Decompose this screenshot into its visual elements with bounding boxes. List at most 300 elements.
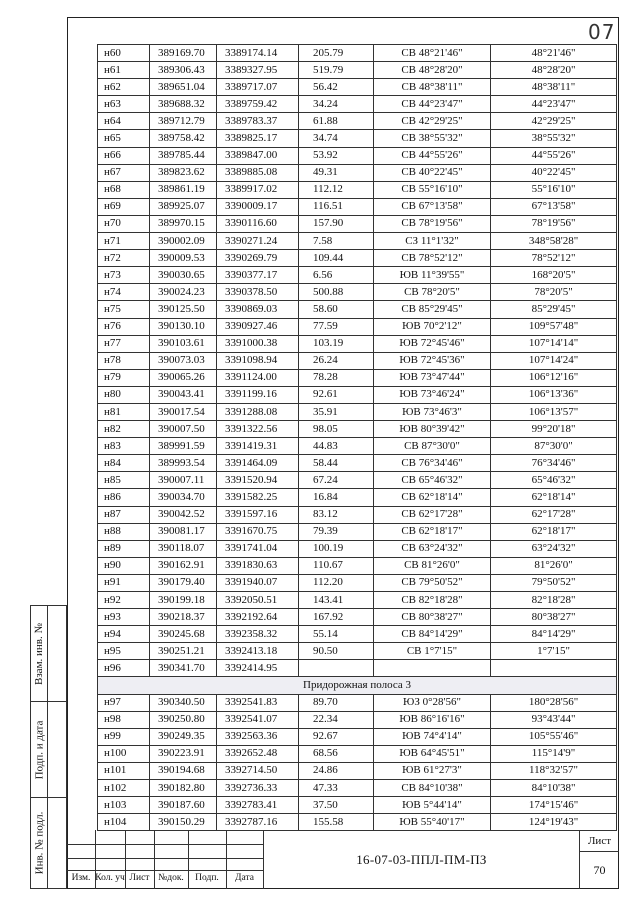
table-cell: н82 (98, 421, 150, 438)
table-cell: 389758.42 (150, 130, 217, 147)
table-cell: 3391000.38 (217, 335, 299, 352)
table-cell: 3392736.33 (217, 780, 299, 797)
table-row (98, 574, 617, 591)
table-row (98, 164, 617, 181)
sheet-number: 70 (593, 863, 606, 877)
table-cell: 3391322.56 (217, 421, 299, 438)
table-cell: 106°13'57" (491, 403, 617, 420)
table-cell: СВ 82°18'28" (374, 592, 491, 609)
table-cell: 116.51 (299, 198, 374, 215)
table-cell: н75 (98, 301, 150, 318)
table-cell: 62°18'17" (491, 523, 617, 540)
table-row (98, 523, 617, 540)
table-cell: 99°20'18" (491, 421, 617, 438)
table-cell: н66 (98, 147, 150, 164)
table-cell: 389861.19 (150, 181, 217, 198)
table-cell: н92 (98, 592, 150, 609)
title-block (67, 830, 619, 889)
corner-mark: 07 (588, 20, 616, 44)
table-cell: СВ 55°16'10" (374, 181, 491, 198)
table-cell: н60 (98, 45, 150, 62)
table-row (98, 506, 617, 523)
table-cell: 3392714.50 (217, 762, 299, 779)
table-cell: 63°24'32" (491, 540, 617, 557)
table-cell: 1°7'15" (491, 643, 617, 660)
table-cell: 390150.29 (150, 814, 217, 831)
table-cell: 3392050.51 (217, 592, 299, 609)
table-cell: 3392358.32 (217, 626, 299, 643)
table-cell: ЮЗ 0°28'56" (374, 694, 491, 711)
table-cell: 115°14'9" (491, 745, 617, 762)
table-cell: 34.24 (299, 96, 374, 113)
table-cell: н76 (98, 318, 150, 335)
table-cell: 26.24 (299, 352, 374, 369)
table-cell: СВ 85°29'45" (374, 301, 491, 318)
table-cell: ЮВ 70°2'12" (374, 318, 491, 335)
side-stamp-podp-cell (30, 701, 67, 798)
table-cell: 390223.91 (150, 745, 217, 762)
title-block-grid (67, 830, 263, 889)
coordinates-table (97, 44, 617, 831)
table-row (98, 335, 617, 352)
table-cell: 92.61 (299, 386, 374, 403)
table-cell: 390187.60 (150, 797, 217, 814)
table-cell: 3392652.48 (217, 745, 299, 762)
table-cell: 84°14'29" (491, 626, 617, 643)
document-code: 16-07-03-ППЛ-ПМ-ПЗ (263, 830, 580, 889)
table-cell: н96 (98, 660, 150, 677)
table-cell: н64 (98, 113, 150, 130)
table-cell: 78°52'12" (491, 250, 617, 267)
table-cell: 35.91 (299, 403, 374, 420)
table-cell: 389651.04 (150, 79, 217, 96)
table-cell: 48°21'46" (491, 45, 617, 62)
table-cell: 65°46'32" (491, 472, 617, 489)
table-cell: н88 (98, 523, 150, 540)
table-cell: 3392541.83 (217, 694, 299, 711)
table-cell: СВ 63°24'32" (374, 540, 491, 557)
table-cell: 3392414.95 (217, 660, 299, 677)
table-cell: 390103.61 (150, 335, 217, 352)
table-cell: 38°55'32" (491, 130, 617, 147)
table-cell: 390162.91 (150, 557, 217, 574)
table-cell: 390218.37 (150, 609, 217, 626)
table-row (98, 643, 617, 660)
table-row (98, 215, 617, 232)
table-cell: СВ 48°21'46" (374, 45, 491, 62)
table-cell: 24.86 (299, 762, 374, 779)
table-cell: 155.58 (299, 814, 374, 831)
table-cell: 389169.70 (150, 45, 217, 62)
table-cell: СВ 84°10'38" (374, 780, 491, 797)
table-cell: 3391199.16 (217, 386, 299, 403)
table-cell: 390182.80 (150, 780, 217, 797)
table-cell: 118°32'57" (491, 762, 617, 779)
table-cell: 3391520.94 (217, 472, 299, 489)
table-cell: 78.28 (299, 369, 374, 386)
table-cell: 143.41 (299, 592, 374, 609)
table-cell: 3389327.95 (217, 62, 299, 79)
table-cell: 53.92 (299, 147, 374, 164)
table-cell: 87°30'0" (491, 438, 617, 455)
table-cell: ЮВ 80°39'42" (374, 421, 491, 438)
table-cell: н74 (98, 284, 150, 301)
table-cell: н90 (98, 557, 150, 574)
table-cell: 500.88 (299, 284, 374, 301)
table-cell: 47.33 (299, 780, 374, 797)
table-cell: 81°26'0" (491, 557, 617, 574)
table-cell: ЮВ 72°45'36" (374, 352, 491, 369)
table-cell: 58.60 (299, 301, 374, 318)
table-row (98, 421, 617, 438)
table-cell: н103 (98, 797, 150, 814)
table-cell: 390007.50 (150, 421, 217, 438)
table-cell: 83.12 (299, 506, 374, 523)
table-cell: 92.67 (299, 728, 374, 745)
table-cell: н94 (98, 626, 150, 643)
table-cell: 390043.41 (150, 386, 217, 403)
table-cell: 79°50'52" (491, 574, 617, 591)
table-cell: 3389825.17 (217, 130, 299, 147)
table-cell: 390199.18 (150, 592, 217, 609)
table-row (98, 489, 617, 506)
table-cell: 390179.40 (150, 574, 217, 591)
table-cell: 67.24 (299, 472, 374, 489)
title-block-data: Дата (235, 873, 254, 883)
table-cell: 3392541.07 (217, 711, 299, 728)
table-cell: н72 (98, 250, 150, 267)
table-cell: 44°55'26" (491, 147, 617, 164)
table-cell: 110.67 (299, 557, 374, 574)
table-row (98, 233, 617, 250)
table-row (98, 711, 617, 728)
table-cell: ЮВ 74°4'14" (374, 728, 491, 745)
sheet-block (580, 830, 619, 889)
table-cell: 390065.26 (150, 369, 217, 386)
table-cell: н87 (98, 506, 150, 523)
table-cell: СВ 80°38'27" (374, 609, 491, 626)
table-cell: 90.50 (299, 643, 374, 660)
table-row (98, 814, 617, 831)
table-cell: 3391670.75 (217, 523, 299, 540)
table-cell: 48°38'11" (491, 79, 617, 96)
table-cell: 389688.32 (150, 96, 217, 113)
table-row (98, 592, 617, 609)
table-cell: 389993.54 (150, 455, 217, 472)
table-cell: 107°14'14" (491, 335, 617, 352)
table-cell: 3391098.94 (217, 352, 299, 369)
table-cell: 157.90 (299, 215, 374, 232)
table-cell: 389712.79 (150, 113, 217, 130)
table-cell: н67 (98, 164, 150, 181)
table-cell: н78 (98, 352, 150, 369)
table-cell: 3391419.31 (217, 438, 299, 455)
table-cell: 3391830.63 (217, 557, 299, 574)
table-cell: 55°16'10" (491, 181, 617, 198)
table-row (98, 472, 617, 489)
table-cell: 76°34'46" (491, 455, 617, 472)
title-block-ndok: №док. (158, 873, 184, 883)
table-row (98, 797, 617, 814)
table-body-bottom (98, 694, 617, 831)
table-cell: н81 (98, 403, 150, 420)
table-cell: 3390269.79 (217, 250, 299, 267)
table-cell: 85°29'45" (491, 301, 617, 318)
table-cell: 67°13'58" (491, 198, 617, 215)
table-cell: 348°58'28" (491, 233, 617, 250)
table-row (98, 438, 617, 455)
table-cell (299, 660, 374, 677)
table-cell: 40°22'45" (491, 164, 617, 181)
table-cell: 6.56 (299, 267, 374, 284)
side-stamp-podp-label: Подп. и дата (33, 720, 46, 779)
table-cell: н89 (98, 540, 150, 557)
table-row (98, 455, 617, 472)
table-row (98, 609, 617, 626)
table-row (98, 728, 617, 745)
table-cell: 390009.53 (150, 250, 217, 267)
table-cell: н77 (98, 335, 150, 352)
table-row (98, 62, 617, 79)
table-row (98, 626, 617, 643)
table-cell: 389925.07 (150, 198, 217, 215)
table-cell: 390034.70 (150, 489, 217, 506)
table-cell: СЗ 11°1'32" (374, 233, 491, 250)
table-cell: СВ 48°28'20" (374, 62, 491, 79)
table-cell: н86 (98, 489, 150, 506)
table-cell: 389970.15 (150, 215, 217, 232)
table-cell: ЮВ 11°39'55" (374, 267, 491, 284)
table-cell: ЮВ 73°46'3" (374, 403, 491, 420)
table-cell: СВ 62°17'28" (374, 506, 491, 523)
table-cell: 98.05 (299, 421, 374, 438)
table-cell: 3392563.36 (217, 728, 299, 745)
table-cell: СВ 38°55'32" (374, 130, 491, 147)
table-cell: 78°19'56" (491, 215, 617, 232)
table-cell: 390250.80 (150, 711, 217, 728)
table-cell: 3392783.41 (217, 797, 299, 814)
table-cell: н104 (98, 814, 150, 831)
table-row (98, 660, 617, 677)
table-cell: 22.34 (299, 711, 374, 728)
table-cell: 55.14 (299, 626, 374, 643)
table-cell: 3392192.64 (217, 609, 299, 626)
side-stamp-vzam-label: Взам. инв. № (33, 622, 45, 685)
table-cell: ЮВ 72°45'46" (374, 335, 491, 352)
table-cell: ЮВ 61°27'3" (374, 762, 491, 779)
table-cell: н84 (98, 455, 150, 472)
table-cell: 93°43'44" (491, 711, 617, 728)
table-row (98, 113, 617, 130)
table-cell: 100.19 (299, 540, 374, 557)
table-cell: н98 (98, 711, 150, 728)
table-cell: СВ 87°30'0" (374, 438, 491, 455)
table-cell: СВ 81°26'0" (374, 557, 491, 574)
table-cell: СВ 62°18'14" (374, 489, 491, 506)
table-cell: 519.79 (299, 62, 374, 79)
table-cell: н91 (98, 574, 150, 591)
table-cell: СВ 1°7'15" (374, 643, 491, 660)
table-cell: 61.88 (299, 113, 374, 130)
table-row (98, 79, 617, 96)
table-cell: СВ 79°50'52" (374, 574, 491, 591)
table-cell: 112.12 (299, 181, 374, 198)
table-cell: 79.39 (299, 523, 374, 540)
sheet-label: Лист (580, 830, 619, 852)
table-cell: 390002.09 (150, 233, 217, 250)
table-row (98, 267, 617, 284)
table-cell: 58.44 (299, 455, 374, 472)
table-cell: ЮВ 73°46'24" (374, 386, 491, 403)
table-cell: 3390271.24 (217, 233, 299, 250)
table-cell: 390017.54 (150, 403, 217, 420)
table-body-top (98, 45, 617, 677)
table-cell: СВ 65°46'32" (374, 472, 491, 489)
table-cell: 37.50 (299, 797, 374, 814)
table-cell: 3389885.08 (217, 164, 299, 181)
table-cell: н71 (98, 233, 150, 250)
table-cell: 389823.62 (150, 164, 217, 181)
table-cell: ЮВ 55°40'17" (374, 814, 491, 831)
table-row (98, 198, 617, 215)
table-cell: н63 (98, 96, 150, 113)
table-cell: 3391940.07 (217, 574, 299, 591)
table-row (98, 96, 617, 113)
table-cell: 3390377.17 (217, 267, 299, 284)
side-stamp-inv-label: Инв. № подл. (33, 811, 45, 875)
table-row (98, 352, 617, 369)
table-cell: 103.19 (299, 335, 374, 352)
table-cell: 389306.43 (150, 62, 217, 79)
table-cell: 105°55'46" (491, 728, 617, 745)
table-cell: 389991.59 (150, 438, 217, 455)
table-cell: н100 (98, 745, 150, 762)
table-cell: СВ 48°38'11" (374, 79, 491, 96)
table-cell: 49.31 (299, 164, 374, 181)
table-cell: н62 (98, 79, 150, 96)
side-stamp-inv-cell (30, 797, 67, 889)
table-cell: 106°12'16" (491, 369, 617, 386)
side-stamp (30, 605, 67, 889)
table-row (98, 250, 617, 267)
table-row (98, 301, 617, 318)
table-row (98, 540, 617, 557)
table-cell: 390073.03 (150, 352, 217, 369)
table-cell: 390251.21 (150, 643, 217, 660)
table-row (98, 745, 617, 762)
table-cell: СВ 67°13'58" (374, 198, 491, 215)
table-row (98, 762, 617, 779)
table-cell: н99 (98, 728, 150, 745)
title-block-kol-uch: Кол. уч (95, 873, 125, 883)
table-cell: 390245.68 (150, 626, 217, 643)
table-cell: СВ 84°14'29" (374, 626, 491, 643)
table-cell: 390130.10 (150, 318, 217, 335)
section-title: Придорожная полоса 3 (98, 677, 617, 694)
table-cell: 62°18'14" (491, 489, 617, 506)
table-row (98, 284, 617, 301)
table-cell: СВ 42°29'25" (374, 113, 491, 130)
table-cell: 3392787.16 (217, 814, 299, 831)
table-cell: н73 (98, 267, 150, 284)
table-cell: н83 (98, 438, 150, 455)
table-cell: 34.74 (299, 130, 374, 147)
title-block-podp: Подп. (195, 873, 219, 883)
table-cell: 3390116.60 (217, 215, 299, 232)
table-cell: СВ 44°55'26" (374, 147, 491, 164)
table-cell: 7.58 (299, 233, 374, 250)
table-cell: н80 (98, 386, 150, 403)
table-cell: н70 (98, 215, 150, 232)
table-cell: 3389717.07 (217, 79, 299, 96)
table-cell: 82°18'28" (491, 592, 617, 609)
table-row (98, 130, 617, 147)
side-stamp-vzam-cell (30, 605, 67, 702)
title-block-list: Лист (129, 873, 150, 883)
table-cell: 3391582.25 (217, 489, 299, 506)
table-cell: 78°20'5" (491, 284, 617, 301)
table-cell: 77.59 (299, 318, 374, 335)
table-cell: 205.79 (299, 45, 374, 62)
table-cell: 124°19'43" (491, 814, 617, 831)
table-cell: н68 (98, 181, 150, 198)
table-cell (374, 660, 491, 677)
table-row (98, 557, 617, 574)
table-cell: 106°13'36" (491, 386, 617, 403)
table-cell: ЮВ 73°47'44" (374, 369, 491, 386)
table-cell: 84°10'38" (491, 780, 617, 797)
table-cell: 109°57'48" (491, 318, 617, 335)
table-cell: 56.42 (299, 79, 374, 96)
table-cell: ЮВ 64°45'51" (374, 745, 491, 762)
table-cell: 167.92 (299, 609, 374, 626)
table-cell: 390007.11 (150, 472, 217, 489)
table-cell: 80°38'27" (491, 609, 617, 626)
table-cell: 390125.50 (150, 301, 217, 318)
table-cell: ЮВ 86°16'16" (374, 711, 491, 728)
table-cell: н102 (98, 780, 150, 797)
table-cell: СВ 78°19'56" (374, 215, 491, 232)
table-cell: 3389917.02 (217, 181, 299, 198)
table-cell: 62°17'28" (491, 506, 617, 523)
table-cell: 180°28'56" (491, 694, 617, 711)
table-cell: 390042.52 (150, 506, 217, 523)
table-cell: 390341.70 (150, 660, 217, 677)
table-cell: 89.70 (299, 694, 374, 711)
table-cell: 389785.44 (150, 147, 217, 164)
table-cell (491, 660, 617, 677)
table-cell: ЮВ 5°44'14" (374, 797, 491, 814)
title-block-izm: Изм. (71, 873, 91, 883)
table-row (98, 318, 617, 335)
table-cell: СВ 78°52'12" (374, 250, 491, 267)
table-cell: 390194.68 (150, 762, 217, 779)
table-cell: 390030.65 (150, 267, 217, 284)
table-cell: 174°15'46" (491, 797, 617, 814)
table-cell: 3391741.04 (217, 540, 299, 557)
table-cell: н95 (98, 643, 150, 660)
table-cell: н65 (98, 130, 150, 147)
table-cell: СВ 76°34'46" (374, 455, 491, 472)
table-row (98, 386, 617, 403)
table-cell: 44°23'47" (491, 96, 617, 113)
table-cell: СВ 62°18'17" (374, 523, 491, 540)
table-cell: 390249.35 (150, 728, 217, 745)
table-cell: 68.56 (299, 745, 374, 762)
table-cell: 3390378.50 (217, 284, 299, 301)
table-cell: 3391464.09 (217, 455, 299, 472)
table-section (98, 677, 617, 694)
